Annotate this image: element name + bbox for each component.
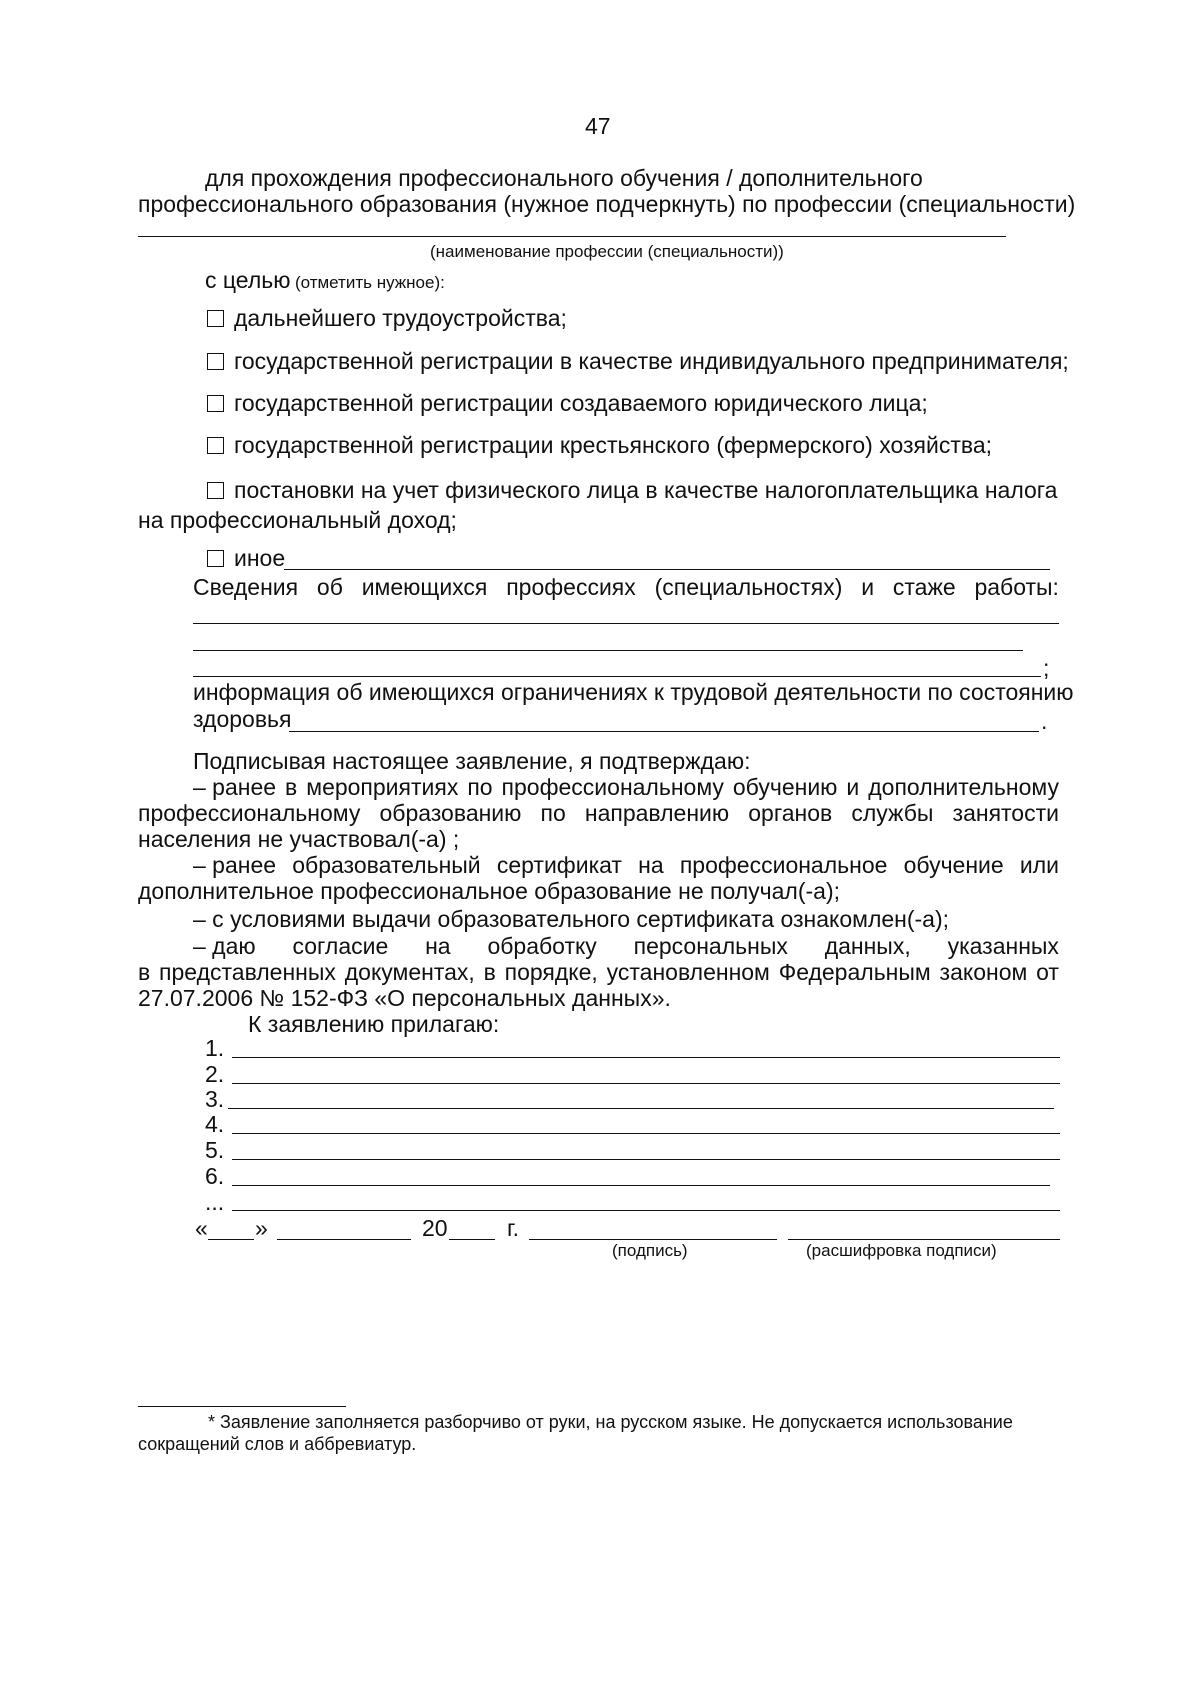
purpose-option-4 <box>207 431 992 459</box>
experience-line-3[interactable] <box>193 676 1041 677</box>
purpose-option-5-cont: на профессиональный доход; <box>138 507 457 533</box>
confirm-p1-line-2-word: образованию <box>379 800 522 826</box>
experience-heading-word: (специальностях) <box>654 574 843 600</box>
footnote-line-2: сокращений слов и аббревиатур. <box>138 1434 417 1454</box>
confirm-p1-line-2-word: профессиональному <box>138 800 361 826</box>
date-year-suffix: г. <box>507 1215 519 1241</box>
confirm-p2-line-1-word: сертификат <box>496 852 622 878</box>
purpose-option-other-label: иное <box>234 545 286 571</box>
experience-heading-word: профессиях <box>506 574 636 600</box>
date-quote-open: « <box>195 1215 208 1241</box>
confirm-p4-line-1-word: согласие <box>292 933 389 959</box>
experience-end-mark: ; <box>1043 655 1050 681</box>
confirm-p4-line-1-word: – даю <box>193 933 256 959</box>
attachment-number-more: ... <box>205 1189 225 1215</box>
page-number: 47 <box>585 113 611 139</box>
signature-decode-line[interactable] <box>788 1239 1060 1240</box>
confirm-p1-line-2-word: органов <box>748 800 833 826</box>
confirm-p4-line-1-word: данных, <box>824 933 911 959</box>
confirm-p1-line-2-word: службы <box>851 800 934 826</box>
experience-heading-word: работы: <box>974 574 1059 600</box>
checkbox-option-1[interactable] <box>207 310 224 327</box>
confirm-p2-line-2: дополнительное профессиональное образование не получал(-а); <box>138 878 841 904</box>
footnote-separator <box>138 1406 346 1407</box>
experience-heading-word: имеющихся <box>361 574 488 600</box>
date-day-line[interactable] <box>208 1239 254 1240</box>
confirm-p4-line-2-word: порядке, <box>504 959 598 985</box>
confirm-p1-line-1-word: мероприятиях <box>306 774 459 800</box>
attachment-line-1[interactable] <box>232 1057 1060 1058</box>
confirm-p4-line-1-word: персональных <box>633 933 788 959</box>
experience-heading <box>193 573 1059 601</box>
confirm-p1-line-1-word: обучению <box>732 774 838 800</box>
checkbox-option-4[interactable] <box>207 437 224 454</box>
attachment-number-6: 6. <box>205 1163 225 1189</box>
purpose-label-main: с целью <box>205 267 291 293</box>
health-end-mark: . <box>1041 708 1048 734</box>
confirm-p4-line-1-word: на <box>425 933 451 959</box>
confirm-p1-line-2-word: занятости <box>952 800 1059 826</box>
experience-heading-word: Сведения <box>193 574 299 600</box>
signature-line[interactable] <box>529 1239 777 1240</box>
attachments-heading: К заявлению прилагаю: <box>248 1011 500 1037</box>
attachment-number-2: 2. <box>205 1061 225 1087</box>
confirm-p4-line-2-word: от <box>1036 959 1059 985</box>
health-line-1: информация об имеющихся ограничениях к трудовой деятельности по состоянию <box>193 679 1074 705</box>
confirm-p1-line-1-word: в <box>285 774 298 800</box>
confirm-p1-line-2-word: направлению <box>584 800 730 826</box>
confirm-p4-line-2-word: в <box>483 959 496 985</box>
attachment-line-3[interactable] <box>228 1108 1054 1109</box>
purpose-option-2-label: государственной регистрации в качестве индивидуального предпринимателя; <box>234 348 1069 374</box>
date-quote-close: » <box>255 1215 268 1241</box>
confirm-p4-line-1-word: обработку <box>487 933 597 959</box>
confirm-p2-line-1-word: – ранее <box>193 852 277 878</box>
confirm-p4-line-2-word: документах, <box>344 959 475 985</box>
confirm-p2-line-1-word: на <box>638 852 664 878</box>
health-line-2: здоровья <box>193 706 292 732</box>
experience-line-1[interactable] <box>193 623 1059 624</box>
attachment-line-4[interactable] <box>232 1133 1060 1134</box>
confirm-p1-line-1-word: по <box>467 774 493 800</box>
confirm-p4-line-2-word: Федеральным <box>778 959 931 985</box>
attachment-number-5: 5. <box>205 1137 225 1163</box>
attachment-line-6[interactable] <box>232 1185 1050 1186</box>
purpose-option-1-label: дальнейшего трудоустройства; <box>234 305 567 331</box>
experience-heading-word: и <box>861 574 875 600</box>
checkbox-option-other[interactable] <box>207 550 224 567</box>
confirm-p2-line-1-word: или <box>1019 852 1059 878</box>
confirm-p1-line-1-word: – ранее <box>193 774 277 800</box>
attachment-line-5[interactable] <box>232 1159 1060 1160</box>
signature-caption: (подпись) <box>612 1241 688 1260</box>
profession-field-line[interactable] <box>138 236 1006 237</box>
confirm-p2-line-1-word: обучение <box>903 852 1004 878</box>
checkbox-option-3[interactable] <box>207 395 224 412</box>
checkbox-option-2[interactable] <box>207 353 224 370</box>
confirm-p4-line-2 <box>138 958 1059 986</box>
attachment-line-more[interactable] <box>232 1210 1060 1211</box>
purpose-option-4-label: государственной регистрации крестьянского (фермерского) хозяйства; <box>234 432 993 458</box>
purpose-option-3-label: государственной регистрации создаваемого юридического лица; <box>234 390 928 416</box>
other-field-line[interactable] <box>284 569 1050 570</box>
confirm-p4-line-1 <box>193 932 1059 960</box>
confirm-heading: Подписывая настоящее заявление, я подтверждаю: <box>193 748 751 774</box>
confirm-p1-line-2-word: по <box>540 800 566 826</box>
attachment-number-3: 3. <box>205 1086 225 1112</box>
confirm-p1-line-1-word: дополнительному <box>868 774 1059 800</box>
profession-field-caption: (наименование профессии (специальности)) <box>430 242 784 261</box>
confirm-p4-line-2-word: представленных <box>159 959 336 985</box>
purpose-option-2 <box>207 347 1069 375</box>
confirm-p4-line-3: 27.07.2006 № 152-ФЗ «О персональных данных». <box>138 985 671 1011</box>
purpose-label <box>205 266 445 294</box>
confirm-p1-line-2 <box>138 799 1059 827</box>
signature-decode-caption: (расшифровка подписи) <box>806 1241 997 1260</box>
footnote-line-1: * Заявление заполняется разборчиво от руки, на русском языке. Не допускается использование <box>208 1412 1013 1432</box>
confirm-p1-line-1-word: профессиональному <box>501 774 724 800</box>
experience-heading-word: об <box>316 574 343 600</box>
confirm-p1-line-3: населения не участвовал(-а) ; <box>138 826 460 852</box>
purpose-option-other <box>207 544 285 572</box>
confirm-p3: – с условиями выдачи образовательного сертификата ознакомлен(-а); <box>193 906 950 932</box>
experience-heading-word: стаже <box>892 574 956 600</box>
experience-line-2[interactable] <box>193 650 1023 651</box>
confirm-p4-line-2-word: в <box>138 959 151 985</box>
attachment-line-2[interactable] <box>232 1083 1060 1084</box>
confirm-p2-line-1-word: профессиональное <box>679 852 888 878</box>
confirm-p4-line-1-word: указанных <box>947 933 1059 959</box>
purpose-label-note: (отметить нужное): <box>294 273 445 292</box>
confirm-p1-line-1-word: и <box>846 774 860 800</box>
confirm-p1-line-1 <box>193 773 1059 801</box>
confirm-p4-line-2-word: законом <box>939 959 1028 985</box>
confirm-p4-line-2-word: установленном <box>606 959 770 985</box>
purpose-option-3 <box>207 389 928 417</box>
intro-line-2: профессионального образования (нужное подчеркнуть) по профессии (специальности) <box>138 191 1076 217</box>
date-month-line[interactable] <box>277 1239 411 1240</box>
intro-line-1: для прохождения профессионального обучения / дополнительного <box>205 165 923 191</box>
purpose-option-1 <box>207 304 567 332</box>
confirm-p2-line-1 <box>193 851 1059 879</box>
health-field-line[interactable] <box>289 731 1039 732</box>
purpose-option-5 <box>207 476 1057 504</box>
confirm-p2-line-1-word: образовательный <box>292 852 481 878</box>
attachment-number-1: 1. <box>205 1035 225 1061</box>
date-year-line[interactable] <box>449 1239 495 1240</box>
purpose-option-5-label: постановки на учет физического лица в качестве налогоплательщика налога <box>234 477 1058 503</box>
checkbox-option-5[interactable] <box>207 482 224 499</box>
date-year-prefix: 20 <box>422 1215 448 1241</box>
attachment-number-4: 4. <box>205 1111 225 1137</box>
